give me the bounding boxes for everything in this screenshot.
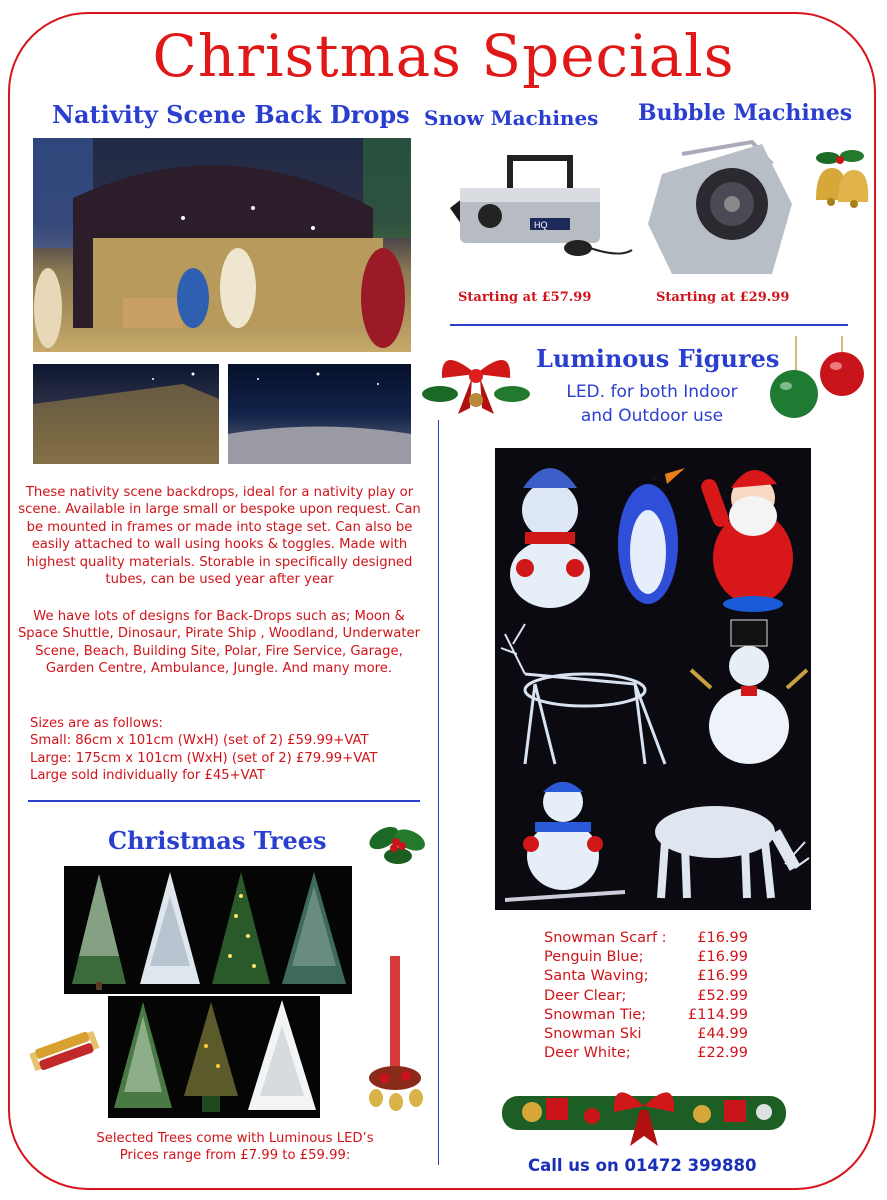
luminous-sub-1: LED. for both Indoor (566, 382, 738, 402)
led-deer-clear (495, 614, 687, 772)
led-snowman-tie (687, 614, 811, 772)
nativity-main-photo (33, 138, 411, 352)
led-deer-white (635, 772, 811, 910)
tree-white-flocked (244, 996, 320, 1118)
led-snowman-scarf (495, 448, 605, 614)
luminous-heading: Luminous Figures (536, 344, 780, 373)
nativity-designs: We have lots of designs for Back-Drops such as; Moon & Space Shuttle, Dinosaur, Pirate Ship , Woodland, Underwater Scene, Beach, Building Site, Polar, Fire Service, Garage, Garden Centre, Ambulance, Jungle. And many more. (17, 609, 421, 677)
trees-note-1: Selected Trees come with Luminous LED’s (96, 1131, 374, 1146)
led-penguin-blue (605, 448, 691, 614)
snow-machine-brand: HQ (534, 220, 548, 230)
trees-note-2: Prices range from £7.99 to £59.99: (119, 1148, 351, 1164)
led-santa-waving (691, 448, 811, 614)
sizes-heading: Sizes are as follows: (30, 716, 164, 731)
bubble-price: Starting at £29.99 (656, 290, 790, 305)
nativity-heading: Nativity Scene Back Drops (52, 100, 410, 129)
cracker-icon (26, 1024, 102, 1080)
price-row-santa-waving: Santa Waving; £16.99 (544, 968, 748, 985)
holly-icon (366, 812, 430, 872)
size-large: Large: 175cm x 101cm (WxH) (set of 2) £79.99+VAT (30, 750, 378, 766)
candle-icon (356, 950, 436, 1126)
tree-frosted-pine (276, 866, 352, 994)
garland-icon (502, 1076, 786, 1154)
snow-heading: Snow Machines (424, 106, 599, 130)
left-divider (28, 800, 420, 802)
price-row-snowman-tie: Snowman Tie; £114.99 (544, 1006, 748, 1023)
right-divider (450, 324, 848, 326)
center-divider (438, 420, 439, 1165)
led-snowman-ski (495, 772, 635, 910)
luminous-subtitle (536, 380, 768, 428)
nativity-description: These nativity scene backdrops, ideal for a nativity play or scene. Available in large small or bespoke upon request. Can be mounted in frames or made into stage set. Can also be easily attached to wall using hooks & toggles. Made with highest quality materials. Storable in specifically designed tubes, can be used year after year (18, 485, 421, 588)
tree-fibre-optic (206, 866, 276, 994)
tree-snowy-green (64, 866, 134, 994)
size-individual: Large sold individually for £45+VAT (30, 768, 265, 784)
price-row-penguin-blue: Penguin Blue; £16.99 (544, 949, 748, 966)
size-small: Small: 86cm x 101cm (WxH) (set of 2) £59.99+VAT (30, 733, 369, 749)
tree-snow-tipped (108, 996, 178, 1118)
snow-machine-image (420, 138, 640, 272)
nativity-sizes (30, 715, 377, 785)
bubble-heading: Bubble Machines (638, 100, 853, 126)
backdrop-photo-desert-night (228, 364, 411, 464)
trees-heading: Christmas Trees (108, 826, 327, 855)
bells-icon (806, 140, 876, 218)
price-row-snowman-scarf: Snowman Scarf : £16.99 (544, 930, 748, 946)
snow-price: Starting at £57.99 (458, 290, 592, 305)
contact-phone: Call us on 01472 399880 (528, 1156, 757, 1175)
price-row-snowman-ski: Snowman Ski £44.99 (544, 1026, 748, 1043)
baubles-icon (766, 336, 870, 424)
luminous-sub-2: and Outdoor use (580, 406, 724, 426)
bubble-machine-image (642, 134, 802, 288)
trees-note (40, 1130, 430, 1165)
bow-icon (420, 334, 532, 424)
backdrop-photo-stable (33, 364, 219, 464)
luminous-price-list (544, 929, 748, 1063)
tree-fibre-pot (178, 996, 244, 1118)
tree-white-silver (134, 866, 206, 994)
price-row-deer-clear: Deer Clear; £52.99 (544, 987, 748, 1004)
price-row-deer-white: Deer White; £22.99 (544, 1045, 748, 1062)
page-title: Christmas Specials (152, 22, 735, 90)
